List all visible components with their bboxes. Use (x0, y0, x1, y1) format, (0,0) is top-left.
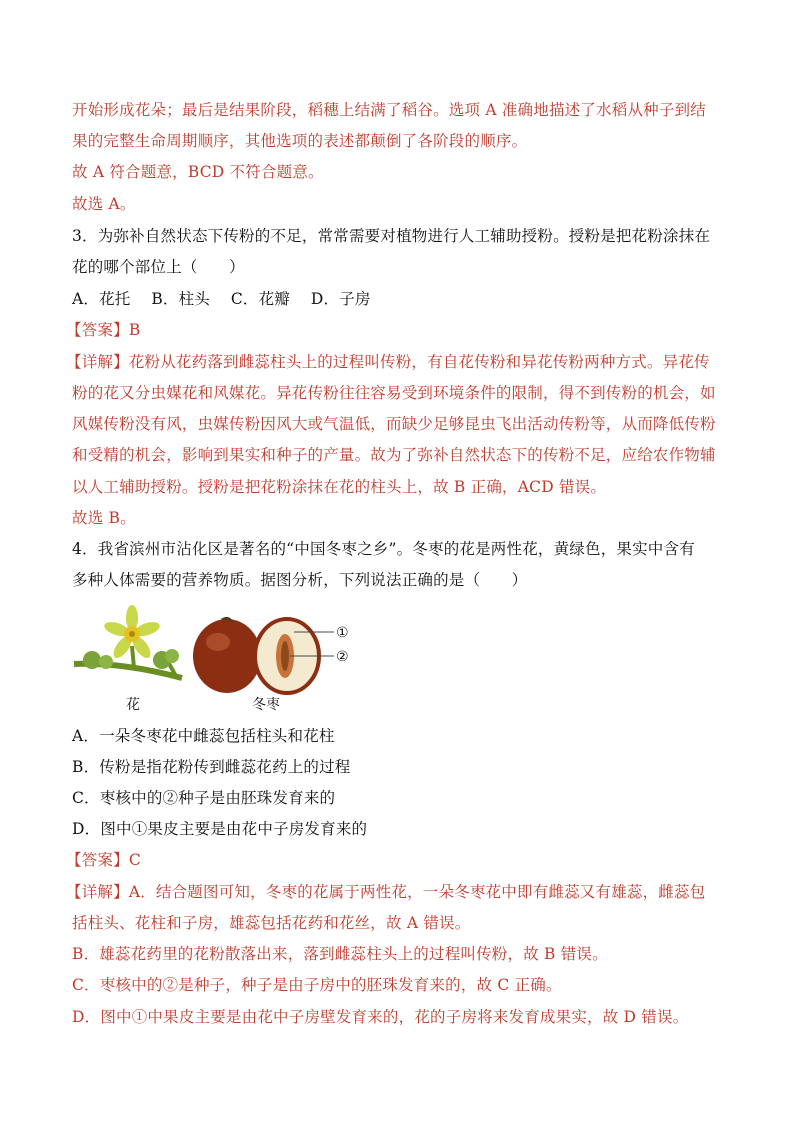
answer-label: 【答案】 (66, 851, 129, 869)
caption-jujube: 冬枣 (252, 697, 280, 713)
question-3-stem: 花的哪个部位上（ ） (72, 258, 245, 276)
detail-line: 风媒传粉没有风，虫媒传粉因风大或气温低，而缺少足够昆虫飞出活动传粉等，从而降低传粉 (72, 415, 716, 433)
detail-line: C．枣核中的②是种子，种子是由子房中的胚珠发育来的，故 C 正确。 (72, 976, 562, 994)
question-3-selection: 故选 B。 (72, 509, 136, 527)
jujube-cut-illustration (255, 619, 334, 693)
figure-illustration (72, 598, 372, 716)
question-3-detail (66, 352, 710, 372)
detail-text: A．结合题图可知，冬枣的花属于两性花，一朵冬枣花中即有雌蕊又有雄蕊，雌蕊包 (128, 883, 706, 901)
paragraph-line: 果的完整生命周期顺序，其他选项的表述都颠倒了各阶段的顺序。 (72, 132, 528, 150)
detail-line: 和受精的机会，影响到果实和种子的产量。故为了弥补自然状态下的传粉不足，应给农作物辅 (72, 446, 716, 464)
question-4-option-c: C．枣核中的②种子是由胚珠发育来的 (72, 789, 336, 807)
figure (72, 598, 372, 716)
detail-label: 【详解】 (66, 883, 129, 901)
paragraph-line: 故 A 符合题意，BCD 不符合题意。 (72, 163, 324, 181)
question-4-option-b: B．传粉是指花粉传到雌蕊花药上的过程 (72, 758, 351, 776)
label-1: ① (336, 625, 349, 641)
paragraph-line: 故选 A。 (72, 195, 136, 213)
question-4-answer (66, 850, 141, 870)
flower-illustration (74, 605, 182, 678)
answer-value: B (128, 321, 141, 339)
question-4-detail (66, 882, 705, 902)
question-4-option-d: D．图中①果皮主要是由花中子房发育来的 (72, 820, 368, 838)
question-4-option-a: A．一朵冬枣花中雌蕊包括柱头和花柱 (72, 727, 335, 745)
detail-line: B．雄蕊花药里的花粉散落出来，落到雌蕊柱头上的过程叫传粉，故 B 错误。 (72, 945, 608, 963)
question-3-answer (66, 320, 140, 340)
detail-line: 粉的花又分虫媒花和风媒花。异花传粉往往容易受到环境条件的限制，得不到传粉的机会，如 (72, 384, 716, 402)
question-3-stem: 3．为弥补自然状态下传粉的不足，常常需要对植物进行人工辅助授粉。授粉是把花粉涂抹在 (72, 227, 711, 245)
detail-label: 【详解】 (66, 353, 129, 371)
answer-label: 【答案】 (66, 321, 129, 339)
detail-line: 括柱头、花柱和子房，雄蕊包括花药和花丝，故 A 错误。 (72, 914, 471, 932)
detail-line: D．图中①中果皮主要是由花中子房壁发育来的，花的子房将来发育成果实，故 D 错误。 (72, 1008, 689, 1026)
paragraph-line: 开始形成花朵；最后是结果阶段，稻穗上结满了稻谷。选项 A 准确地描述了水稻从种子到结 (72, 101, 706, 119)
question-4-stem: 4．我省滨州市沾化区是著名的“中国冬枣之乡”。冬枣的花是两性花，黄绿色，果实中含有 (72, 540, 695, 558)
detail-text: 花粉从花药落到雌蕊柱头上的过程叫传粉，有自花传粉和异花传粉两种方式。异花传 (128, 353, 710, 371)
answer-value: C (128, 851, 141, 869)
question-4-stem: 多种人体需要的营养物质。据图分析，下列说法正确的是（ ） (72, 571, 528, 589)
jujube-whole-illustration (193, 618, 261, 693)
caption-flower: 花 (126, 697, 140, 713)
detail-line: 以人工辅助授粉。授粉是把花粉涂抹在花的柱头上，故 B 正确，ACD 错误。 (72, 478, 607, 496)
question-3-options: A．花托 B．柱头 C．花瓣 D．子房 (72, 290, 371, 308)
label-2: ② (336, 649, 349, 665)
